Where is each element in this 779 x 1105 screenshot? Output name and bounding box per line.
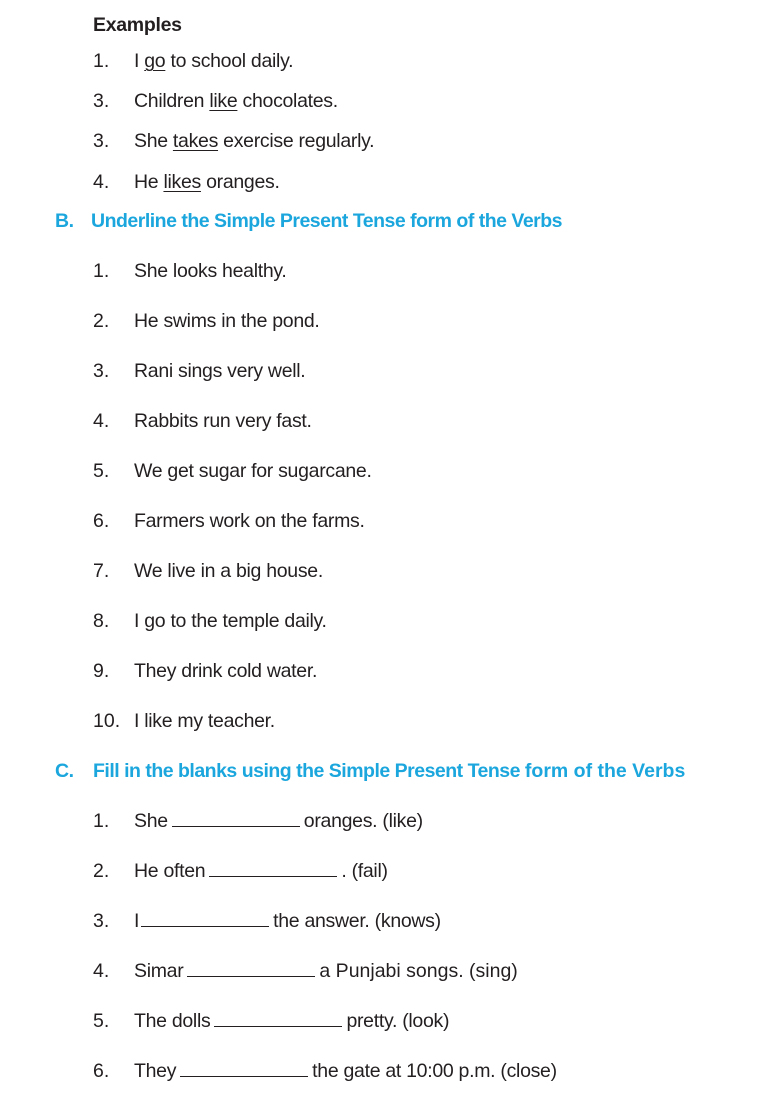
exercise-c-item xyxy=(0,860,779,886)
example-text: I go to school daily. xyxy=(134,50,294,72)
answer-blank[interactable] xyxy=(187,975,315,977)
example-text: He likes oranges. xyxy=(134,171,280,193)
example-number: 1. xyxy=(93,50,110,72)
example-item xyxy=(0,50,779,76)
answer-blank[interactable] xyxy=(180,1075,308,1077)
item-text: She oranges. (like) xyxy=(134,810,423,832)
exercise-b-item xyxy=(0,260,779,286)
exercise-b-item xyxy=(0,360,779,386)
exercise-b-item xyxy=(0,560,779,586)
section-b-heading xyxy=(0,210,779,236)
exercise-b-item xyxy=(0,460,779,486)
exercise-c-item xyxy=(0,910,779,936)
item-number: 1. xyxy=(93,260,110,282)
exercise-b-item xyxy=(0,610,779,636)
item-text: I go to the temple daily. xyxy=(134,610,327,632)
item-number: 7. xyxy=(93,560,110,582)
item-text: Farmers work on the farms. xyxy=(134,510,365,532)
item-text: He swims in the pond. xyxy=(134,310,320,332)
example-verb: likes xyxy=(163,171,201,193)
example-item xyxy=(0,90,779,116)
section-b-title: Underline the Simple Present Tense form of the Verbs xyxy=(91,210,563,232)
exercise-b-item xyxy=(0,310,779,336)
exercise-c-item xyxy=(0,1060,779,1086)
example-verb: go xyxy=(144,50,166,72)
example-number: 4. xyxy=(93,171,110,193)
answer-blank[interactable] xyxy=(172,825,300,827)
item-text: Simar a Punjabi songs. (sing) xyxy=(134,960,518,982)
item-number: 1. xyxy=(93,810,110,832)
item-number: 5. xyxy=(93,460,110,482)
example-text: She takes exercise regularly. xyxy=(134,130,375,152)
exercise-c-item xyxy=(0,960,779,986)
example-item xyxy=(0,130,779,156)
item-text: I like my teacher. xyxy=(134,710,275,732)
example-verb: takes xyxy=(172,130,219,152)
answer-blank[interactable] xyxy=(141,925,269,927)
exercise-b-item xyxy=(0,410,779,436)
item-number: 2. xyxy=(93,860,110,882)
example-text: Children like chocolates. xyxy=(134,90,338,112)
item-text: The dolls pretty. (look) xyxy=(134,1010,450,1032)
exercise-b-item xyxy=(0,660,779,686)
exercise-c-item xyxy=(0,810,779,836)
exercise-b-item xyxy=(0,510,779,536)
section-c-letter: C. xyxy=(55,760,74,782)
item-number: 6. xyxy=(93,510,110,532)
answer-blank[interactable] xyxy=(209,875,337,877)
answer-blank[interactable] xyxy=(214,1025,342,1027)
item-text: Rabbits run very fast. xyxy=(134,410,312,432)
example-item xyxy=(0,171,779,197)
section-b-letter: B. xyxy=(55,210,74,232)
item-number: 3. xyxy=(93,360,110,382)
example-number: 3. xyxy=(93,90,110,112)
item-text: I the answer. (knows) xyxy=(134,910,441,932)
item-number: 9. xyxy=(93,660,110,682)
item-number: 6. xyxy=(93,1060,110,1082)
exercise-b-item xyxy=(0,710,779,736)
section-c-heading xyxy=(0,760,779,786)
item-text: They the gate at 10:00 p.m. (close) xyxy=(134,1060,557,1082)
item-text: They drink cold water. xyxy=(134,660,318,682)
item-text: We get sugar for sugarcane. xyxy=(134,460,372,482)
item-text: Rani sings very well. xyxy=(134,360,306,382)
item-number: 8. xyxy=(93,610,110,632)
item-number: 10. xyxy=(93,710,121,732)
exercise-c-item xyxy=(0,1010,779,1036)
example-number: 3. xyxy=(93,130,110,152)
section-c-title-tail: form of the Verbs xyxy=(524,760,686,782)
item-number: 5. xyxy=(93,1010,110,1032)
item-number: 4. xyxy=(93,410,110,432)
example-verb: like xyxy=(209,90,238,112)
item-number: 3. xyxy=(93,910,110,932)
examples-title: Examples xyxy=(93,14,182,36)
item-number: 4. xyxy=(93,960,110,982)
item-text: He often . (fail) xyxy=(134,860,388,882)
item-text: She looks healthy. xyxy=(134,260,287,282)
section-c-title: Fill in the blanks using the Simple Present Tense form of the Verbs xyxy=(93,760,686,782)
item-number: 2. xyxy=(93,310,110,332)
item-text: We live in a big house. xyxy=(134,560,323,582)
